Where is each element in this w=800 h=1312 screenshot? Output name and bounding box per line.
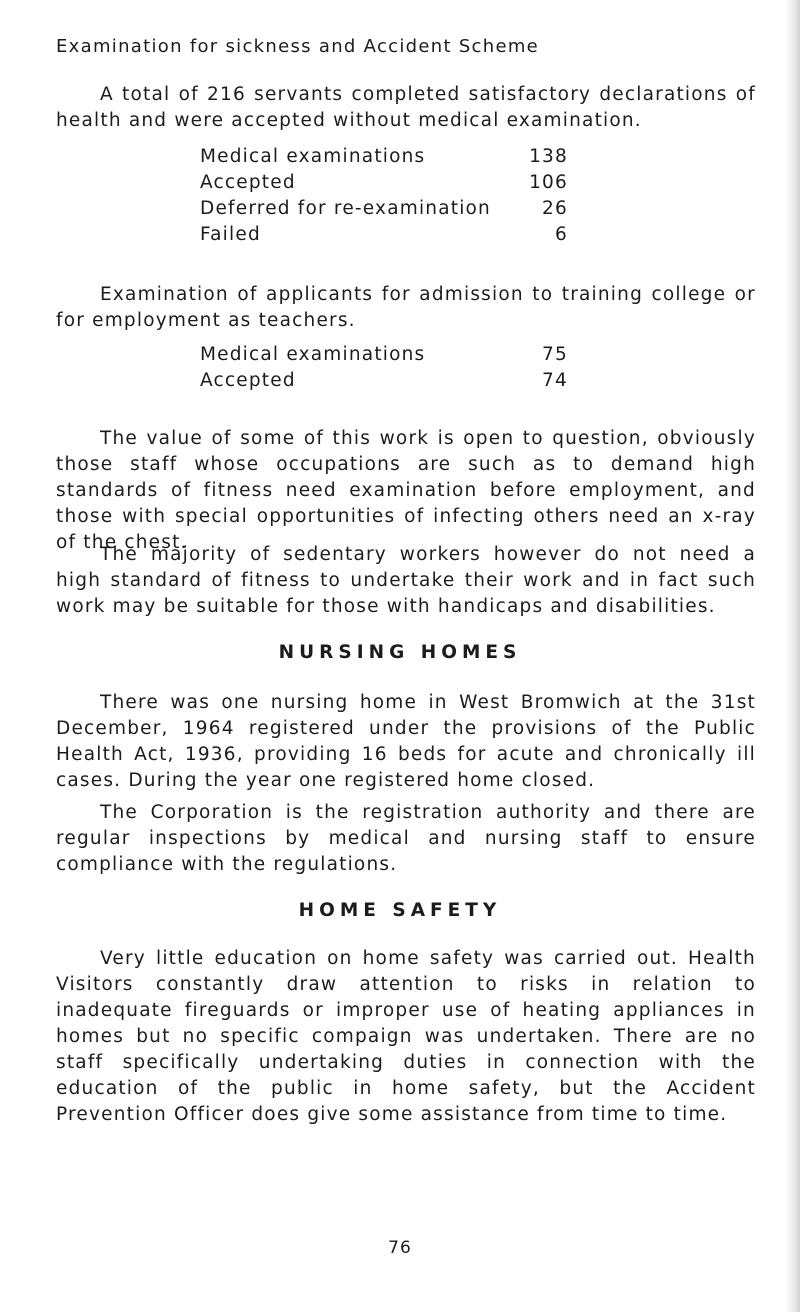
nursing-homes-paragraph-1: There was one nursing home in West Bromwich at the 31st December, 1964 registered under the provisions of the Public Health Act, 1936, providing 16 beds for acute and chronically ill cases. During the year one registered home closed. — [56, 692, 756, 791]
row-value: 6 — [555, 224, 568, 245]
teachers-results-table — [200, 342, 580, 394]
row-value: 74 — [542, 370, 568, 391]
table-row — [200, 368, 580, 394]
discussion-paragraph-2: The majority of sedentary workers however do not need a high standard of fitness to undertake their work and in fact such work may be suitable for those with handicaps and disabilities. — [56, 544, 756, 617]
table-row — [200, 196, 580, 222]
row-label: Failed — [200, 224, 261, 245]
home-safety-paragraph: Very little education on home safety was carried out. Health Visitors constantly draw attention to risks in relation to inadequate fireguards or improper use of heating appliances in homes but no specific compaign was undertaken. There are no staff specifically undertaking duties in connection with the education of the public in home safety, but the Accident Prevention Officer does give some assistance from time to time. — [56, 948, 756, 1125]
table-row — [200, 342, 580, 368]
row-label: Medical examinations — [200, 344, 426, 365]
table-row — [200, 170, 580, 196]
table-row — [200, 144, 580, 170]
row-value: 138 — [529, 146, 568, 167]
table-row — [200, 222, 580, 248]
nursing-homes-heading: NURSING HOMES — [278, 642, 522, 663]
home-safety-heading: HOME SAFETY — [298, 900, 502, 921]
page-number: 76 — [388, 1238, 412, 1258]
row-value: 75 — [542, 344, 568, 365]
teachers-section-intro: Examination of applicants for admission to training college or for employment as teachers. — [56, 284, 756, 331]
row-value: 106 — [529, 172, 568, 193]
row-value: 26 — [542, 198, 568, 219]
exam-section-intro: A total of 216 servants completed satisfactory declarations of health and were accepted without medical examination. — [56, 84, 756, 131]
discussion-paragraph-1: The value of some of this work is open to question, obviously those staff whose occupations are such as to demand high standards of fitness need examination before employment, and those with special opportunities of infecting others need an x-ray of the chest. — [56, 428, 756, 553]
row-label: Medical examinations — [200, 146, 426, 167]
row-label: Accepted — [200, 172, 296, 193]
exam-results-table — [200, 144, 580, 248]
nursing-homes-paragraph-2: The Corporation is the registration authority and there are regular inspections by medical and nursing staff to ensure compliance with the regulations. — [56, 802, 756, 875]
row-label: Deferred for re-examination — [200, 198, 491, 219]
row-label: Accepted — [200, 370, 296, 391]
exam-section-title: Examination for sickness and Accident Scheme — [56, 36, 540, 57]
